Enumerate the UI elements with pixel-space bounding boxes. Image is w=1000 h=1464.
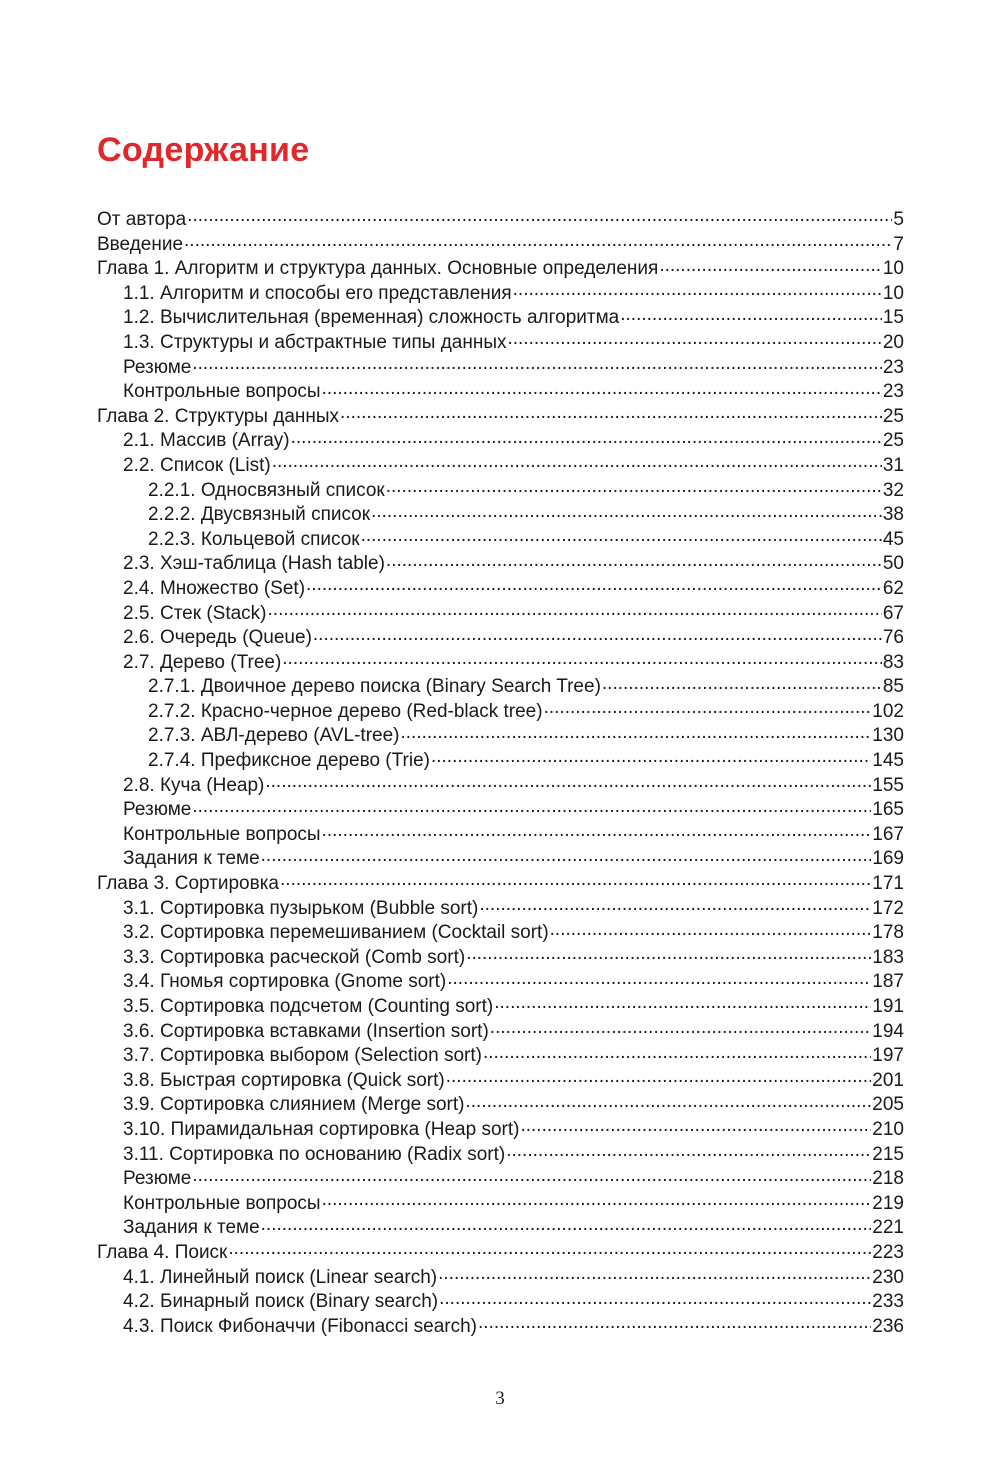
toc-entry[interactable] <box>97 1067 904 1092</box>
toc-leader-dots <box>184 231 892 250</box>
toc-entry[interactable] <box>97 427 904 452</box>
toc-entry-page: 165 <box>872 799 904 821</box>
toc-entry-page: 194 <box>872 1020 904 1042</box>
toc-leader-dots <box>187 206 892 225</box>
toc-entry-title: 2.7.3. АВЛ-дерево (AVL-tree) <box>148 725 400 747</box>
toc-entry-title: Резюме <box>123 1168 192 1190</box>
toc-entry-title: 3.6. Сортировка вставками (Insertion sort) <box>123 1020 489 1042</box>
toc-entry-page: 187 <box>872 971 904 993</box>
toc-entry-page: 205 <box>872 1094 904 1116</box>
toc-entry[interactable] <box>97 944 904 969</box>
toc-entry-title: 2.2.3. Кольцевой список <box>148 528 360 550</box>
toc-entry-page: 38 <box>882 504 904 526</box>
toc-entry[interactable] <box>97 870 904 895</box>
toc-leader-dots <box>466 944 871 963</box>
toc-entry-page: 10 <box>882 282 904 304</box>
page-number: 3 <box>495 1388 505 1409</box>
toc-entry-title: 2.4. Множество (Set) <box>123 577 306 599</box>
toc-entry-page: 25 <box>882 430 904 452</box>
page-title: Содержание <box>97 130 310 169</box>
toc-entry[interactable] <box>97 796 904 821</box>
toc-entry-title: Резюме <box>123 356 192 378</box>
toc-entry-title: 3.2. Сортировка перемешиванием (Cocktail sort) <box>123 922 549 944</box>
toc-entry-page: 23 <box>882 381 904 403</box>
toc-leader-dots <box>192 354 881 373</box>
toc-leader-dots <box>265 772 871 791</box>
toc-entry-title: 3.7. Сортировка выбором (Selection sort) <box>123 1045 482 1067</box>
toc-leader-dots <box>306 575 882 594</box>
toc-entry-title: Введение <box>97 233 184 255</box>
toc-leader-dots <box>261 1214 872 1233</box>
toc-entry[interactable] <box>97 1313 904 1338</box>
toc-entry-page: 183 <box>872 946 904 968</box>
toc-entry[interactable] <box>97 845 904 870</box>
toc-leader-dots <box>506 1141 871 1160</box>
toc-entry-title: 4.3. Поиск Фибоначчи (Fibonacci search) <box>123 1315 478 1337</box>
toc-leader-dots <box>261 845 872 864</box>
toc-entry-title: Резюме <box>123 799 192 821</box>
toc-leader-dots <box>386 477 882 496</box>
toc-entry-title: 2.5. Стек (Stack) <box>123 602 267 624</box>
toc-entry-title: 2.3. Хэш-таблица (Hash table) <box>123 553 385 575</box>
toc-entry[interactable] <box>97 895 904 920</box>
toc-entry-page: 201 <box>872 1069 904 1091</box>
toc-entry[interactable] <box>97 1165 904 1190</box>
toc-entry[interactable] <box>97 231 904 256</box>
toc-entry-title: 2.2. Список (List) <box>123 454 271 476</box>
toc-entry[interactable] <box>97 354 904 379</box>
toc-leader-dots <box>544 698 872 717</box>
toc-entry[interactable] <box>97 673 904 698</box>
toc-entry-page: 219 <box>872 1192 904 1214</box>
toc-entry-page: 83 <box>882 651 904 673</box>
toc-leader-dots <box>282 649 882 668</box>
toc-leader-dots <box>483 1042 871 1061</box>
toc-entry-page: 15 <box>882 307 904 329</box>
toc-entry-page: 178 <box>872 922 904 944</box>
toc-entry[interactable] <box>97 993 904 1018</box>
toc-entry-page: 169 <box>872 848 904 870</box>
toc-entry-title: 3.9. Сортировка слиянием (Merge sort) <box>123 1094 465 1116</box>
toc-entry[interactable] <box>97 255 904 280</box>
toc-entry-title: 3.4. Гномья сортировка (Gnome sort) <box>123 971 447 993</box>
toc-entry-title: 1.1. Алгоритм и способы его представления <box>123 282 512 304</box>
toc-entry-page: 218 <box>872 1168 904 1190</box>
toc-entry-title: 4.2. Бинарный поиск (Binary search) <box>123 1291 439 1313</box>
toc-entry[interactable] <box>97 1214 904 1239</box>
toc-entry-title: Глава 3. Сортировка <box>97 873 280 895</box>
toc-entry-page: 7 <box>893 233 904 255</box>
toc-entry-title: 2.8. Куча (Heap) <box>123 774 265 796</box>
toc-entry-page: 50 <box>882 553 904 575</box>
toc-leader-dots <box>620 304 882 323</box>
toc-entry-page: 102 <box>872 700 904 722</box>
toc-entry-page: 172 <box>872 897 904 919</box>
toc-leader-dots <box>228 1239 871 1258</box>
toc-entry[interactable] <box>97 206 904 231</box>
toc-entry-title: Задания к теме <box>123 1217 260 1239</box>
toc-leader-dots <box>192 796 871 815</box>
toc-entry-page: 233 <box>872 1291 904 1313</box>
toc-entry[interactable] <box>97 919 904 944</box>
toc-entry-page: 191 <box>872 996 904 1017</box>
toc-entry-title: Контрольные вопросы <box>123 823 321 845</box>
toc-leader-dots <box>494 993 871 1012</box>
toc-entry-title: 1.3. Структуры и абстрактные типы данных <box>123 331 507 353</box>
toc-leader-dots <box>550 919 872 938</box>
toc-entry-page: 215 <box>872 1143 904 1165</box>
toc-entry-page: 20 <box>882 331 904 353</box>
toc-entry-page: 31 <box>882 454 904 476</box>
toc-entry-page: 236 <box>872 1315 904 1337</box>
toc-entry-page: 85 <box>882 676 904 698</box>
toc-entry-page: 171 <box>872 873 904 895</box>
toc-entry[interactable] <box>97 280 904 305</box>
toc-entry-page: 67 <box>882 602 904 624</box>
toc-entry[interactable] <box>97 329 904 354</box>
toc-leader-dots <box>479 895 871 914</box>
toc-leader-dots <box>438 1264 871 1283</box>
toc-entry-title: 3.3. Сортировка расческой (Comb sort) <box>123 946 466 968</box>
toc-entry[interactable] <box>97 821 904 846</box>
toc-entry[interactable] <box>97 722 904 747</box>
toc-leader-dots <box>602 673 882 692</box>
toc-entry[interactable] <box>97 600 904 625</box>
toc-entry[interactable] <box>97 772 904 797</box>
toc-leader-dots <box>490 1018 872 1037</box>
toc-leader-dots <box>280 870 871 889</box>
toc-entry-title: От автора <box>97 209 187 230</box>
toc-entry-page: 223 <box>872 1241 904 1263</box>
toc-entry-page: 32 <box>882 479 904 501</box>
toc-entry[interactable] <box>97 747 904 772</box>
toc-entry-title: Контрольные вопросы <box>123 1192 321 1214</box>
toc-entry[interactable] <box>97 1190 904 1215</box>
toc-entry-title: Глава 2. Структуры данных <box>97 405 340 427</box>
toc-entry[interactable] <box>97 550 904 575</box>
toc-entry-page: 167 <box>872 823 904 845</box>
toc-entry-page: 230 <box>872 1266 904 1288</box>
toc-entry-page: 23 <box>882 356 904 378</box>
toc-leader-dots <box>192 1165 871 1184</box>
toc-entry[interactable] <box>97 1018 904 1043</box>
toc-entry[interactable] <box>97 968 904 993</box>
toc-entry-title: 2.7.1. Двоичное дерево поиска (Binary Search Tree) <box>148 676 601 698</box>
toc-entry[interactable] <box>97 1141 904 1166</box>
toc-entry-title: Задания к теме <box>123 848 260 870</box>
toc-leader-dots <box>513 280 882 299</box>
toc-leader-dots <box>478 1313 871 1332</box>
toc-entry[interactable] <box>97 649 904 674</box>
toc-leader-dots <box>400 722 871 741</box>
toc-entry-title: 2.1. Массив (Array) <box>123 430 290 452</box>
toc-leader-dots <box>466 1091 872 1110</box>
toc-entry[interactable] <box>97 1239 904 1264</box>
toc-entry[interactable] <box>97 1116 904 1141</box>
toc-entry-title: 3.1. Сортировка пузырьком (Bubble sort) <box>123 897 479 919</box>
toc-entry[interactable] <box>97 624 904 649</box>
toc-leader-dots <box>272 452 882 471</box>
toc-leader-dots <box>446 1067 872 1086</box>
toc-entry[interactable] <box>97 1091 904 1116</box>
toc-leader-dots <box>291 427 882 446</box>
toc-entry[interactable] <box>97 501 904 526</box>
toc-leader-dots <box>386 550 882 569</box>
toc-entry-page: 130 <box>872 725 904 747</box>
toc-entry-page: 145 <box>872 750 904 772</box>
toc-entry-title: Глава 4. Поиск <box>97 1241 228 1263</box>
toc-leader-dots <box>322 821 872 840</box>
toc-entry-page: 62 <box>882 577 904 599</box>
toc-entry-title: 2.7. Дерево (Tree) <box>123 651 282 673</box>
toc-entry-title: 4.1. Линейный поиск (Linear search) <box>123 1266 438 1288</box>
toc-entry[interactable] <box>97 477 904 502</box>
toc-entry[interactable] <box>97 452 904 477</box>
toc-entry-page: 45 <box>882 528 904 550</box>
toc-leader-dots <box>520 1116 871 1135</box>
toc-leader-dots <box>659 255 882 274</box>
toc-entry[interactable] <box>97 403 904 428</box>
toc-entry-page: 197 <box>872 1045 904 1067</box>
toc-entry-title: Контрольные вопросы <box>123 381 321 403</box>
toc-leader-dots <box>361 526 882 545</box>
toc-entry-title: 2.2.1. Односвязный список <box>148 479 385 501</box>
toc-entry-title: 3.11. Сортировка по основанию (Radix sort) <box>123 1143 506 1165</box>
toc-leader-dots <box>508 329 882 348</box>
toc-entry-page: 5 <box>893 209 904 230</box>
toc-leader-dots <box>268 600 882 619</box>
toc-entry[interactable] <box>97 1288 904 1313</box>
toc-entry-title: 1.2. Вычислительная (временная) сложность алгоритма <box>123 307 620 329</box>
toc-leader-dots <box>371 501 882 520</box>
toc-leader-dots <box>322 378 882 397</box>
toc-leader-dots <box>340 403 882 422</box>
toc-entry-title: 2.7.4. Префиксное дерево (Trie) <box>148 750 430 772</box>
toc-entry[interactable] <box>97 378 904 403</box>
toc-entry[interactable] <box>97 304 904 329</box>
toc-entry-page: 210 <box>872 1118 904 1140</box>
toc-entry-page: 10 <box>882 258 904 280</box>
toc-entry-page: 25 <box>882 405 904 427</box>
toc-entry-title: 3.8. Быстрая сортировка (Quick sort) <box>123 1069 445 1091</box>
toc-entry-page: 76 <box>882 627 904 649</box>
toc-entry[interactable] <box>97 1264 904 1289</box>
toc-entry-title: 2.7.2. Красно-черное дерево (Red-black tree) <box>148 700 543 722</box>
toc-entry-page: 155 <box>872 774 904 796</box>
toc-entry-page: 221 <box>872 1217 904 1239</box>
toc-entry[interactable] <box>97 526 904 551</box>
toc-entry-title: 2.2.2. Двусвязный список <box>148 504 371 526</box>
toc-entry[interactable] <box>97 698 904 723</box>
toc-entry-title: 3.5. Сортировка подсчетом (Counting sort) <box>123 996 494 1017</box>
toc-leader-dots <box>322 1190 872 1209</box>
toc-leader-dots <box>313 624 882 643</box>
toc-entry[interactable] <box>97 575 904 600</box>
toc-leader-dots <box>431 747 871 766</box>
table-of-contents <box>97 206 904 1337</box>
toc-entry-title: 2.6. Очередь (Queue) <box>123 627 312 649</box>
toc-leader-dots <box>447 968 871 987</box>
toc-leader-dots <box>439 1288 871 1307</box>
toc-entry[interactable] <box>97 1042 904 1067</box>
toc-entry-title: 3.10. Пирамидальная сортировка (Heap sort) <box>123 1118 520 1140</box>
toc-entry-title: Глава 1. Алгоритм и структура данных. Основные определения <box>97 258 659 280</box>
